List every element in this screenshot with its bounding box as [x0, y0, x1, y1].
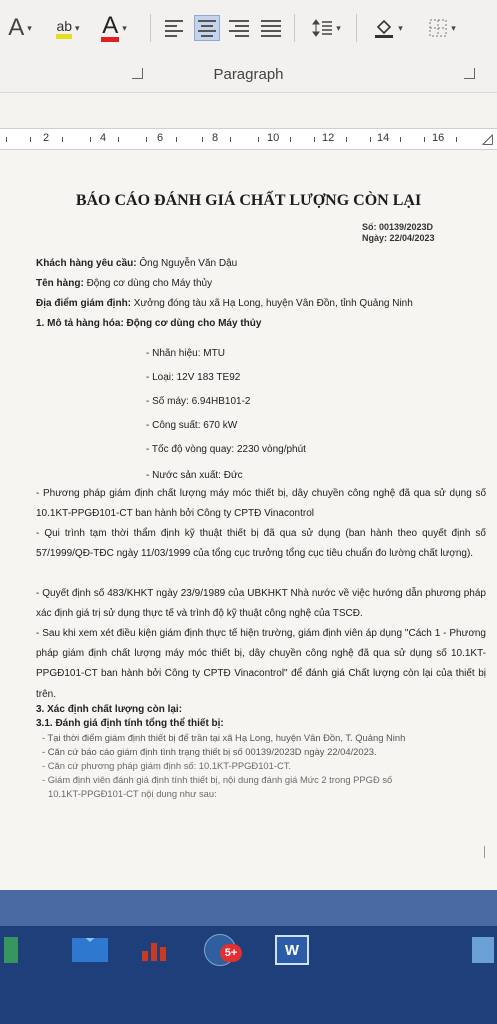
location-value: Xưởng đóng tàu xã Hạ Long, huyện Vân Đồn, tỉnh Quảng Ninh [133, 298, 413, 309]
spec-item: - Nước sản xuất: Đức [146, 470, 243, 481]
location-line [36, 298, 413, 309]
ruler-tick [258, 137, 259, 142]
ruler-tick [400, 137, 401, 142]
app-icon[interactable] [468, 932, 497, 968]
ruler-number: 12 [322, 132, 335, 144]
excel-app-icon[interactable] [0, 932, 22, 968]
highlighter-icon: ab [56, 18, 72, 39]
assessment-paragraph: - Sau khi xem xét điều kiện giám định thực tế hiện trường, giám định viên áp dụng "Cách 1 - Phương pháp giám định chất lượng máy móc thiết bị, dây chuyền công nghệ đã qua sử dụng số 10.1KT-PPGĐ101-CT ban hành bởi Công ty CPTĐ Vinacontrol" để đánh giá Chất lượng còn lại của thiết bị trên. [36, 628, 486, 700]
ruler-number: 14 [377, 132, 390, 144]
ruler-tick [176, 137, 177, 142]
chart-app-icon[interactable] [134, 932, 174, 968]
chevron-down-icon: ▾ [398, 22, 403, 33]
customer-value: Ông Nguyễn Văn Dậu [139, 258, 238, 269]
bullet-item: - Căn cứ báo cáo giám định tình trạng thiết bị số 00139/2023D ngày 22/04/2023. [42, 746, 377, 757]
paint-bucket-icon [373, 17, 395, 39]
ruler-tick [370, 137, 371, 142]
chevron-down-icon: ▾ [27, 22, 32, 33]
chevron-down-icon: ▾ [336, 22, 341, 33]
spec-item: - Tốc độ vòng quay: 2230 vòng/phút [146, 444, 306, 455]
report-date: Ngày: 22/04/2023 [362, 233, 435, 243]
shading-button[interactable] [366, 14, 410, 42]
notification-badge: 5+ [220, 944, 242, 962]
ribbon-divider [150, 14, 151, 42]
ruler-number: 16 [432, 132, 445, 144]
chevron-down-icon: ▾ [122, 22, 127, 33]
word-label: W [275, 935, 309, 965]
ruler-number: 6 [157, 132, 164, 144]
goods-name-label: Tên hàng: [36, 278, 84, 289]
chevron-down-icon: ▾ [451, 22, 456, 33]
borders-icon [428, 18, 448, 38]
ruler-tick [230, 137, 231, 142]
ribbon-divider [294, 14, 295, 42]
align-center-button[interactable] [194, 15, 220, 41]
report-number: Số: 00139/2023D [362, 222, 434, 232]
ruler-tick [30, 137, 31, 142]
chevron-down-icon: ▾ [75, 22, 80, 33]
bullet-item: - Căn cứ phương pháp giám định số: 10.1KT-PPGĐ101-CT. [42, 760, 292, 771]
ruler-tick [6, 137, 7, 142]
borders-button[interactable] [420, 14, 464, 42]
ruler-tick [202, 137, 203, 142]
document-title: BÁO CÁO ĐÁNH GIÁ CHẤT LƯỢNG CÒN LẠI [75, 192, 422, 209]
taskbar [0, 890, 497, 1024]
ruler-tick [146, 137, 147, 142]
word-app-icon[interactable] [272, 932, 312, 968]
ruler-tick [314, 137, 315, 142]
horizontal-ruler[interactable] [0, 128, 497, 150]
goods-name-line [36, 278, 212, 289]
ruler-tick [346, 137, 347, 142]
font-a-icon: A [8, 14, 25, 41]
section-3-heading: 3. Xác định chất lượng còn lại: [36, 704, 183, 715]
align-left-button[interactable] [162, 15, 188, 41]
bullet-item: - Tại thời điểm giám định thiết bị để trần tại xã Hạ Long, huyện Vân Đồn, T. Quảng Ninh [42, 732, 406, 743]
text-highlight-color-button[interactable] [46, 12, 90, 44]
bullet-item: - Giám định viên đánh giá định tính thiết bị, nội dung đánh giá Mức 2 trong PPGĐ số [42, 774, 393, 785]
ruler-tick [424, 137, 425, 142]
document-meta [362, 222, 435, 244]
font-color-button[interactable] [92, 12, 136, 44]
spec-item: - Loại: 12V 183 TE92 [146, 372, 241, 383]
paragraph-dialog-launcher-icon[interactable] [464, 68, 475, 79]
ruler-number: 4 [100, 132, 107, 144]
text-cursor [484, 846, 485, 858]
section-3-1-heading: 3.1. Đánh giá định tính tổng thể thiết bị: [36, 718, 224, 729]
decision-paragraph: - Quyết định số 483/KHKT ngày 23/9/1989 của UBKHKT Nhà nước về việc hướng dẫn phương pháp xác định giá trị sử dụng thực tế và trình độ kỹ thuật công nghệ của TSCĐ. [36, 588, 486, 620]
spec-item: - Số máy: 6.94HB101-2 [146, 396, 251, 407]
paragraph-group-label: Paragraph [213, 66, 284, 83]
ruler-tick [118, 137, 119, 142]
goods-name-value: Động cơ dùng cho Máy thủy [86, 278, 213, 289]
align-right-button[interactable] [226, 15, 252, 41]
bullet-item: 10.1KT-PPGĐ101-CT nội dung như sau: [48, 788, 217, 799]
goods-description-heading: 1. Mô tả hàng hóa: Động cơ dùng cho Máy thủy [36, 318, 262, 329]
spec-item: - Nhãn hiệu: MTU [146, 348, 225, 359]
ruler-tick [90, 137, 91, 142]
ribbon-divider [356, 14, 357, 42]
location-label: Địa điểm giám định: [36, 298, 132, 309]
method-paragraph: - Phương pháp giám định chất lượng máy móc thiết bị, dây chuyền công nghệ đã qua sử dụng số 10.1KT-PPGĐ101-CT ban hành bởi Công ty CPTĐ Vinacontrol [36, 488, 486, 520]
status-bar [0, 890, 497, 926]
ruler-number: 10 [267, 132, 280, 144]
line-spacing-button[interactable] [304, 14, 348, 42]
ruler-tick [290, 137, 291, 142]
mail-app-icon[interactable] [70, 932, 110, 968]
right-indent-marker-icon[interactable]: ◿ [482, 130, 493, 146]
font-color-icon: A [101, 15, 119, 42]
justify-button[interactable] [258, 15, 284, 41]
customer-line [36, 258, 237, 269]
ribbon [0, 0, 497, 93]
procedure-paragraph: - Qui trình tạm thời thẩm định kỹ thuật thiết bị đã qua sử dụng (ban hành theo quyết định số 57/1999/QĐ-TĐC ngày 11/03/1999 của tổng cục trưởng tổng cục tiêu chuẩn đo lường chất lượng). [36, 528, 486, 560]
ruler-tick [456, 137, 457, 142]
spec-item: - Công suất: 670 kW [146, 420, 238, 431]
ruler-number: 2 [43, 132, 50, 144]
line-spacing-icon [311, 17, 333, 39]
ruler-number: 8 [212, 132, 219, 144]
customer-label: Khách hàng yêu cầu: [36, 258, 137, 269]
document-page[interactable] [0, 150, 497, 890]
ruler-tick [62, 137, 63, 142]
font-size-button[interactable] [0, 12, 40, 44]
